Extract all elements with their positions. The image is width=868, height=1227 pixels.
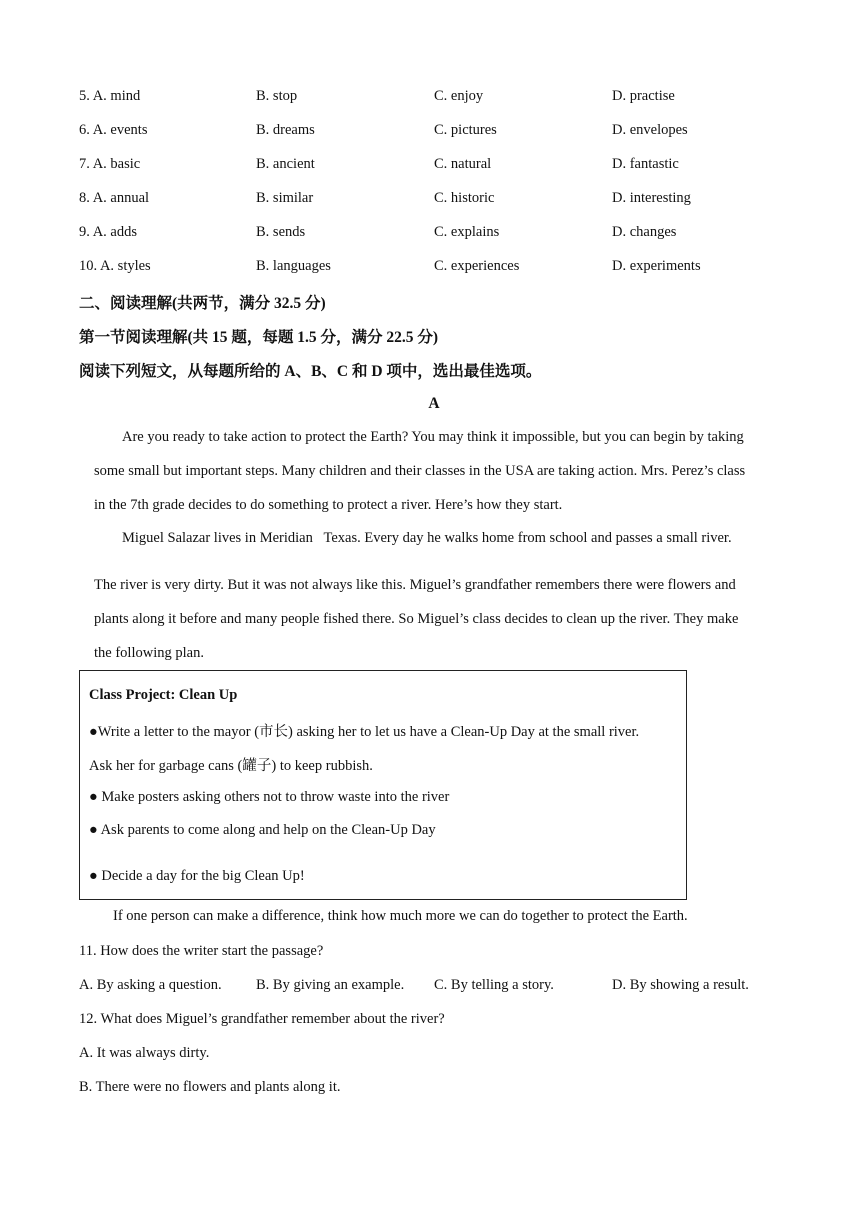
question-12-option-a: A. It was always dirty. [79, 1045, 210, 1061]
class-project-box [79, 670, 687, 900]
option-a: 10. A. styles [79, 258, 151, 274]
options-row-6 [79, 122, 799, 144]
passage-line: The river is very dirty. But it was not always like this. Miguel’s grandfather remembers there were flowers and [94, 577, 736, 593]
option-a: 9. A. adds [79, 224, 137, 240]
closing-sentence: If one person can make a difference, think how much more we can do together to protect the Earth. [113, 908, 688, 924]
section-heading: 二、阅读理解(共两节，满分 32.5 分) [79, 295, 326, 312]
option-c: C. By telling a story. [434, 977, 554, 993]
option-d: D. fantastic [612, 156, 679, 172]
box-line: ● Ask parents to come along and help on the Clean-Up Day [89, 822, 436, 838]
box-line: Ask her for garbage cans (罐子) to keep rubbish. [89, 758, 373, 774]
option-b: B. dreams [256, 122, 315, 138]
option-b: B. languages [256, 258, 331, 274]
option-a: 6. A. events [79, 122, 148, 138]
option-d: D. envelopes [612, 122, 688, 138]
option-a: A. By asking a question. [79, 977, 222, 993]
option-c: C. natural [434, 156, 492, 172]
question-12-stem: 12. What does Miguel’s grandfather remember about the river? [79, 1011, 445, 1027]
question-12-option-b: B. There were no flowers and plants along it. [79, 1079, 341, 1095]
question-11-options [79, 977, 799, 999]
options-row-5 [79, 88, 799, 110]
option-b: B. similar [256, 190, 314, 206]
box-title: Class Project: Clean Up [89, 687, 238, 703]
option-d: D. practise [612, 88, 675, 104]
option-a: 8. A. annual [79, 190, 150, 206]
box-line: ●Write a letter to the mayor (市长) asking her to let us have a Clean-Up Day at the small river. [89, 724, 640, 740]
options-row-8 [79, 190, 799, 212]
options-row-7 [79, 156, 799, 178]
option-a: 7. A. basic [79, 156, 141, 172]
passage-label: A [428, 395, 440, 412]
option-c: C. historic [434, 190, 495, 206]
box-line: ● Make posters asking others not to throw waste into the river [89, 789, 450, 805]
option-c: C. explains [434, 224, 500, 240]
passage-line: in the 7th grade decides to do something to protect a river. Here’s how they start. [94, 497, 563, 513]
option-b: B. ancient [256, 156, 315, 172]
question-11-stem: 11. How does the writer start the passage? [79, 943, 324, 959]
passage-line: the following plan. [94, 645, 204, 661]
box-line: ● Decide a day for the big Clean Up! [89, 868, 305, 884]
option-a: 5. A. mind [79, 88, 141, 104]
options-row-9 [79, 224, 799, 246]
option-c: C. pictures [434, 122, 497, 138]
option-b: B. By giving an example. [256, 977, 405, 993]
option-d: D. By showing a result. [612, 977, 749, 993]
option-d: D. changes [612, 224, 677, 240]
section-subheading: 第一节阅读理解(共 15 题，每题 1.5 分，满分 22.5 分) [79, 329, 439, 346]
option-b: B. sends [256, 224, 306, 240]
option-d: D. experiments [612, 258, 701, 274]
passage-line: plants along it before and many people fished there. So Miguel’s class decides to clean up the river. They make [94, 611, 739, 627]
options-row-10 [79, 258, 799, 280]
option-c: C. enjoy [434, 88, 484, 104]
option-d: D. interesting [612, 190, 691, 206]
option-b: B. stop [256, 88, 298, 104]
passage-line: Miguel Salazar lives in Meridian Texas. Every day he walks home from school and passes a small river. [122, 530, 732, 546]
section-instruction: 阅读下列短文，从每题所给的 A、B、C 和 D 项中，选出最佳选项。 [79, 363, 542, 380]
passage-line: Are you ready to take action to protect the Earth? You may think it impossible, but you can begin by taking [122, 429, 744, 445]
option-c: C. experiences [434, 258, 520, 274]
passage-line: some small but important steps. Many children and their classes in the USA are taking action. Mrs. Perez’s class [94, 463, 746, 479]
